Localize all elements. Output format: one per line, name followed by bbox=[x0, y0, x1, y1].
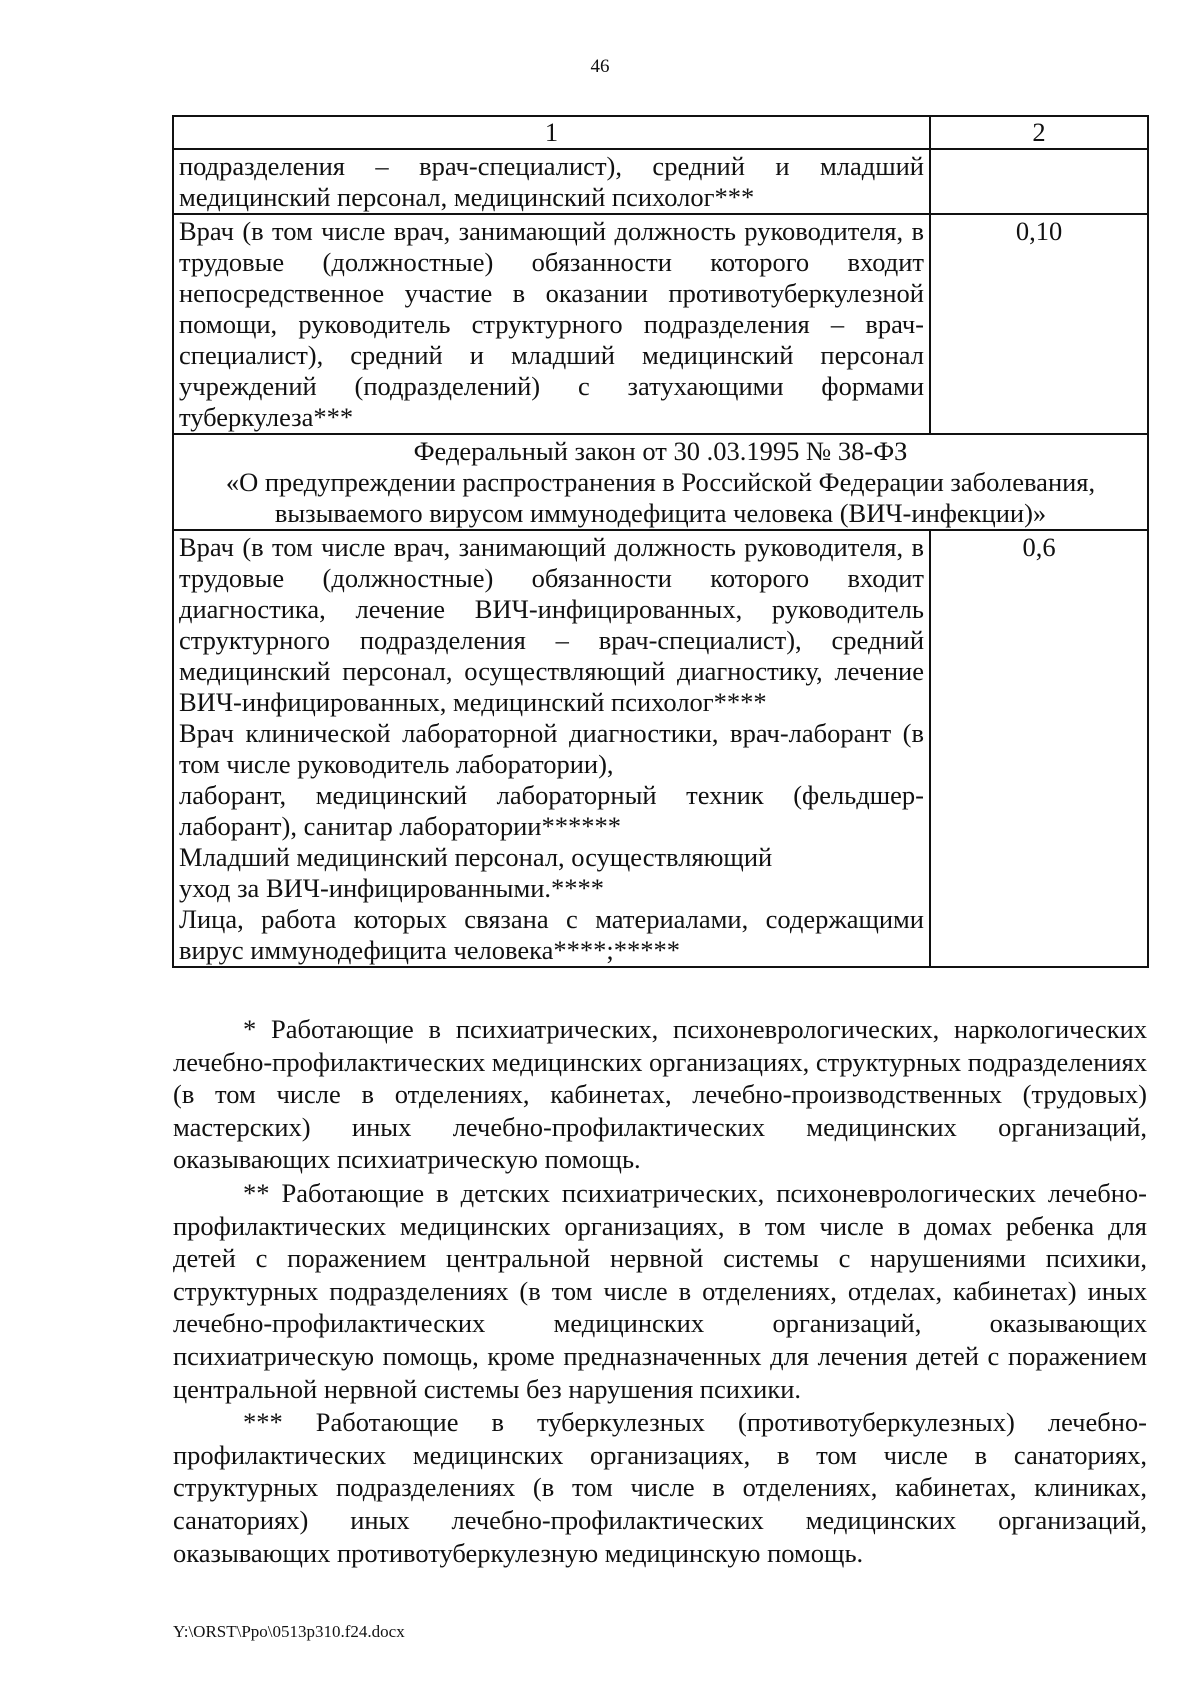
row-value bbox=[930, 149, 1148, 214]
law-title-line: вызываемого вирусом иммунодефицита человека (ВИЧ-инфекции)» bbox=[274, 498, 1047, 528]
row-text bbox=[173, 530, 930, 967]
table-row bbox=[173, 149, 1148, 214]
row-value: 0,6 bbox=[930, 530, 1148, 967]
page-number: 46 bbox=[590, 56, 610, 77]
row-item: Врач (в том числе врач, занимающий должность руководителя, в трудовые (должностные) обязанности которого входит диагностика, лечение ВИЧ-инфицированных, руководитель структурного подразделения – врач-специалист), средний медицинский персонал, осуществляющий диагностику, лечение ВИЧ-инфицированных, медицинский психолог**** bbox=[179, 532, 924, 717]
file-path-footer: Y:\ORST\Ppo\0513p310.f24.docx bbox=[173, 1622, 405, 1641]
law-title-line: Федеральный закон от 30 .03.1995 № 38-ФЗ bbox=[413, 436, 908, 466]
row-item: уход за ВИЧ-инфицированными.**** bbox=[179, 873, 605, 903]
data-table bbox=[172, 115, 1149, 968]
law-heading-row bbox=[173, 434, 1148, 530]
row-item: Врач клинической лабораторной диагностики, врач-лаборант (в том числе руководитель лаборатории), bbox=[179, 718, 924, 779]
footnote: ** Работающие в детских психиатрических, психоневрологических лечебно-профилактических медицинских организациях, в том числе в домах ребенка для детей с поражением центральной нервной системы с нарушениями психики, структурных подразделениях (в том числе в отделениях, отделах, кабинетах) иных лечебно-профилактических медицинских организаций, оказывающих психиатрическую помощь, кроме предназначенных для лечения детей с поражением центральной нервной системы без нарушения психики. bbox=[173, 1177, 1147, 1404]
table-row bbox=[173, 530, 1148, 967]
table-header-row bbox=[173, 116, 1148, 149]
footnotes bbox=[173, 1013, 1147, 1570]
row-item: Лица, работа которых связана с материалами, содержащими вирус иммунодефицита человека****;***** bbox=[179, 904, 924, 965]
footnote: * Работающие в психиатрических, психоневрологических, наркологических лечебно-профилактических медицинских организациях, структурных подразделениях (в том числе в отделениях, кабинетах, лечебно-производственных (трудовых) мастерских) иных лечебно-профилактических медицинских организаций, оказывающих психиатрическую помощь. bbox=[173, 1014, 1147, 1175]
table-row bbox=[173, 214, 1148, 434]
column-header-1: 1 bbox=[173, 116, 930, 149]
row-text: Врач (в том числе врач, занимающий должность руководителя, в трудовые (должностные) обязанности которого входит непосредственное участие в оказании противотуберкулезной помощи, руководитель структурного подразделения – врач-специалист), средний и младший медицинский персонал учреждений (подразделений) с затухающими формами туберкулеза*** bbox=[173, 214, 930, 434]
row-item: Младший медицинский персонал, осуществляющий bbox=[179, 842, 773, 872]
law-heading bbox=[173, 434, 1148, 530]
footnote: *** Работающие в туберкулезных (противотуберкулезных) лечебно-профилактических медицинских организациях, в том числе в санаториях, структурных подразделениях (в том числе в отделениях, кабинетах, клиниках, санаториях) иных лечебно-профилактических медицинских организаций, оказывающих противотуберкулезную медицинскую помощь. bbox=[173, 1407, 1147, 1568]
row-value: 0,10 bbox=[930, 214, 1148, 434]
column-header-2: 2 bbox=[930, 116, 1148, 149]
row-text: подразделения – врач-специалист), средний и младший медицинский персонал, медицинский психолог*** bbox=[173, 149, 930, 214]
row-item: лаборант, медицинский лабораторный техник (фельдшер-лаборант), санитар лаборатории****** bbox=[179, 780, 924, 841]
law-title-line: «О предупреждении распространения в Российской Федерации заболевания, bbox=[225, 467, 1096, 497]
